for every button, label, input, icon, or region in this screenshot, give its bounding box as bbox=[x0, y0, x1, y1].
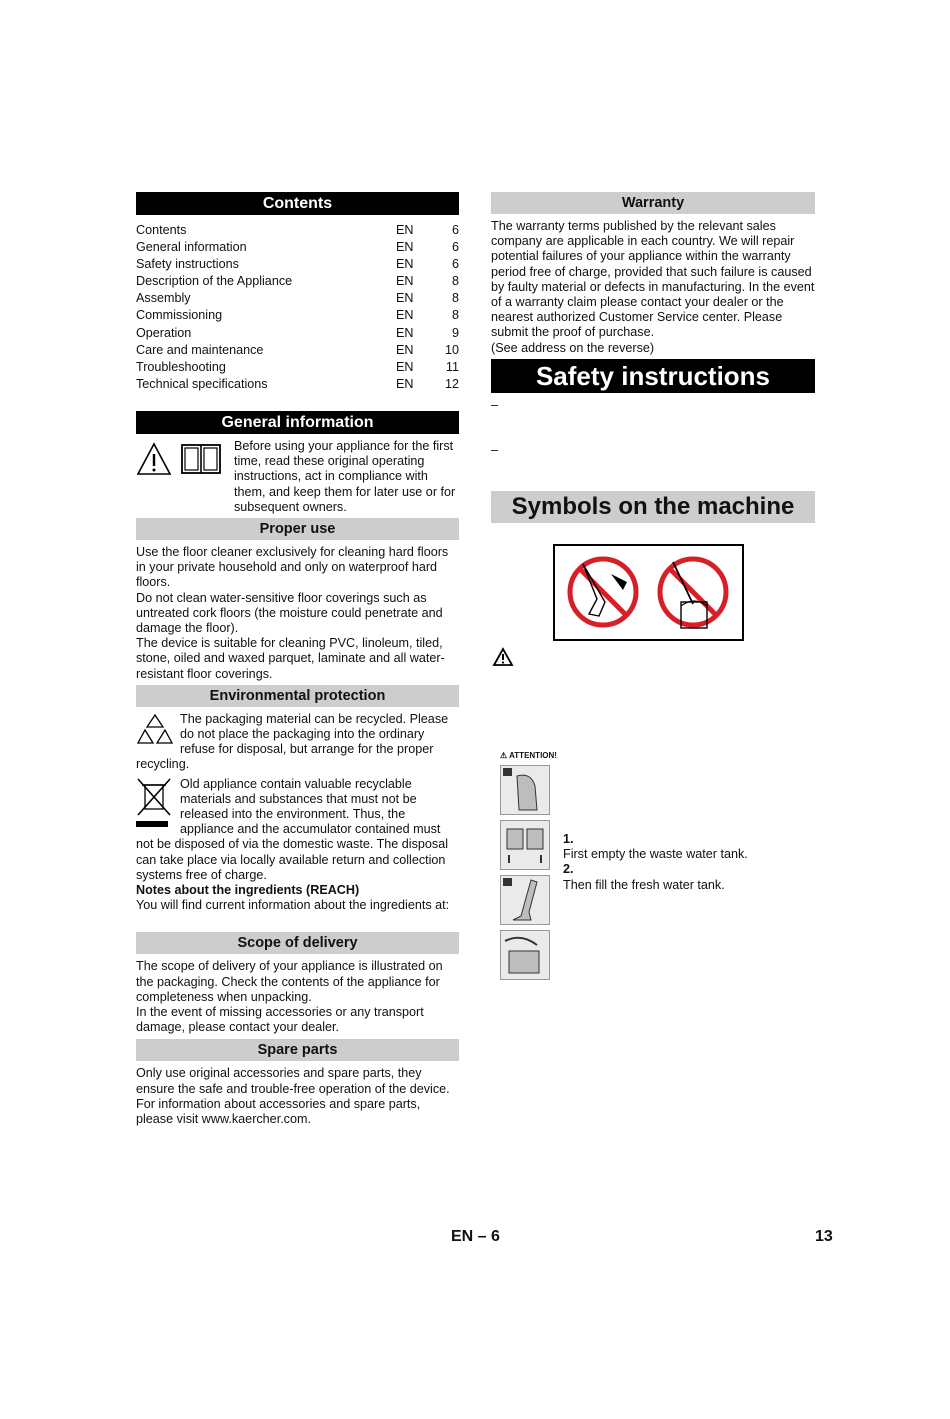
crossed-bin-icon bbox=[136, 777, 174, 829]
toc-page: 8 bbox=[451, 274, 459, 289]
toc-language: EN bbox=[396, 223, 414, 237]
toc-title: Commissioning bbox=[136, 308, 223, 323]
toc-row bbox=[136, 342, 459, 359]
toc-page: 12 bbox=[444, 376, 459, 391]
proper-use-p3: The device is suitable for cleaning PVC, linoleum, tiled, stone, oiled and waxed parquet, laminate and all water-resistant floor coverings. bbox=[136, 636, 445, 681]
warning-triangle-icon bbox=[492, 647, 514, 667]
step-image-1 bbox=[500, 765, 550, 815]
toc-page: 11 bbox=[445, 359, 459, 374]
toc-page: 9 bbox=[451, 325, 459, 340]
proper-use-body bbox=[136, 545, 459, 682]
scope-p1: The scope of delivery of your appliance is illustrated on the packaging. Check the contents of the appliance for completeness when unpacking. bbox=[136, 959, 443, 1004]
toc-row bbox=[136, 359, 459, 376]
toc-page: 6 bbox=[451, 240, 459, 255]
toc-page: 8 bbox=[451, 308, 459, 323]
step-2-text: Then fill the fresh water tank. bbox=[563, 877, 725, 892]
environment-p2 bbox=[136, 777, 459, 883]
toc-page: 8 bbox=[451, 291, 459, 306]
safety-dash-2: – bbox=[491, 442, 499, 457]
right-column bbox=[491, 192, 815, 393]
proper-use-p2: Do not clean water-sensitive floor coverings such as untreated cork floors (the moisture could penetrate and damage the floor). bbox=[136, 590, 443, 635]
toc-language: EN bbox=[396, 308, 414, 323]
toc-title: General information bbox=[136, 240, 247, 255]
steps-text bbox=[563, 832, 813, 893]
toc-language: EN bbox=[396, 240, 414, 255]
toc-title: Assembly bbox=[136, 291, 191, 306]
attention-warning-icon: ⚠ bbox=[500, 751, 508, 760]
toc-row bbox=[136, 290, 459, 307]
scope-body bbox=[136, 959, 459, 1035]
fill-tank-icon bbox=[501, 931, 549, 979]
scope-of-delivery-heading: Scope of delivery bbox=[136, 932, 459, 954]
safety-instructions-heading: Safety instructions bbox=[491, 359, 815, 393]
toc-row bbox=[136, 239, 459, 256]
gi-icons bbox=[136, 439, 234, 479]
general-information-heading: General information bbox=[136, 411, 459, 434]
spare-body bbox=[136, 1066, 459, 1127]
toc-title: Description of the Appliance bbox=[136, 274, 293, 289]
step-2-number: 2. bbox=[563, 862, 574, 877]
proper-use-heading: Proper use bbox=[136, 518, 459, 540]
manual-book-icon bbox=[180, 441, 222, 477]
toc-row bbox=[136, 307, 459, 324]
floor-cleaner-icon bbox=[501, 876, 549, 924]
spare-p1: Only use original accessories and spare parts, they ensure the safe and trouble-free operation of the device. bbox=[136, 1066, 450, 1096]
toc-title: Care and maintenance bbox=[136, 342, 264, 357]
general-information-text: Before using your appliance for the first time, read these original operating instructions, act in compliance with them, and keep them for later use or for subsequent owners. bbox=[234, 438, 456, 514]
toc-row bbox=[136, 376, 459, 393]
toc-title: Troubleshooting bbox=[136, 359, 226, 374]
step-1-text: First empty the waste water tank. bbox=[563, 847, 748, 862]
contents-heading: Contents bbox=[136, 192, 459, 215]
toc-language: EN bbox=[396, 376, 414, 391]
general-information-block bbox=[136, 439, 459, 515]
step-1-number: 1. bbox=[563, 832, 574, 846]
warning-triangle-icon bbox=[136, 442, 172, 476]
reach-title: Notes about the ingredients (REACH) bbox=[136, 883, 360, 898]
toc-language: EN bbox=[396, 359, 414, 374]
left-column bbox=[136, 192, 459, 1127]
step-image-2 bbox=[500, 820, 550, 870]
toc-row bbox=[136, 273, 459, 290]
footer-page-number: 13 bbox=[815, 1228, 833, 1245]
toc-language: EN bbox=[396, 325, 414, 340]
toc-row bbox=[136, 256, 459, 273]
hand-tank-icon bbox=[501, 766, 549, 814]
table-of-contents bbox=[136, 222, 459, 393]
step-image-3 bbox=[500, 875, 550, 925]
environment-body bbox=[136, 712, 459, 914]
toc-language: EN bbox=[396, 274, 414, 289]
recycling-icon bbox=[136, 712, 174, 746]
warranty-body bbox=[491, 219, 815, 356]
environmental-protection-heading: Environmental protection bbox=[136, 685, 459, 707]
attention-text: ATTENTION! bbox=[509, 751, 557, 760]
environment-p1-text: The packaging material can be recycled. Please do not place the packaging into the ordinary refuse for disposal, but arrange for the proper recycling. bbox=[136, 711, 449, 772]
warranty-p2: (See address on the reverse) bbox=[491, 340, 655, 355]
toc-language: EN bbox=[396, 342, 414, 357]
footer-language-page: EN – 6 bbox=[451, 1228, 500, 1245]
scope-p2: In the event of missing accessories or any transport damage, please contact your dealer. bbox=[136, 1005, 424, 1035]
proper-use-p1: Use the floor cleaner exclusively for cleaning hard floors in your private household and only on waterproof hard floors. bbox=[136, 544, 449, 590]
no-shower-no-immersion-symbols bbox=[553, 544, 744, 641]
toc-title: Technical specifications bbox=[136, 376, 268, 391]
attention-illustration bbox=[500, 751, 560, 985]
toc-page: 10 bbox=[444, 342, 459, 357]
toc-language: EN bbox=[396, 257, 414, 272]
warranty-p1: The warranty terms published by the relevant sales company are applicable in each country. We will repair potential failures of your appliance within the warranty period free of charge, provided that such failure is caused by faulty material or defects in manufacturing. In the event of a warranty claim please contact your dealer or the nearest authorized Customer Service center. Please submit the proof of purchase. bbox=[491, 219, 815, 340]
toc-title: Contents bbox=[136, 223, 187, 237]
toc-row bbox=[136, 325, 459, 342]
toc-language: EN bbox=[396, 291, 414, 306]
toc-page: 6 bbox=[451, 223, 459, 237]
toc-row bbox=[136, 222, 459, 239]
environment-p1 bbox=[136, 712, 459, 773]
spare-parts-heading: Spare parts bbox=[136, 1039, 459, 1061]
step-image-4 bbox=[500, 930, 550, 980]
warranty-heading: Warranty bbox=[491, 192, 815, 214]
reach-text: You will find current information about the ingredients at: bbox=[136, 898, 450, 913]
toc-title: Operation bbox=[136, 325, 192, 340]
attention-label bbox=[500, 751, 560, 761]
toc-title: Safety instructions bbox=[136, 257, 239, 272]
toc-page: 6 bbox=[451, 257, 459, 272]
environment-p2-text: Old appliance contain valuable recyclable materials and substances that must not be released into the environment. Thus, the appliance and the accumulator contained must not be disposed of via the domestic waste. The disposal can take place via locally available return and collection systems free of charge. bbox=[136, 776, 448, 882]
tanks-icon bbox=[501, 821, 549, 869]
symbols-heading: Symbols on the machine bbox=[491, 491, 815, 523]
spare-p2: For information about accessories and spare parts, please visit www.kaercher.com. bbox=[136, 1096, 421, 1127]
safety-dash-1: – bbox=[491, 397, 499, 412]
